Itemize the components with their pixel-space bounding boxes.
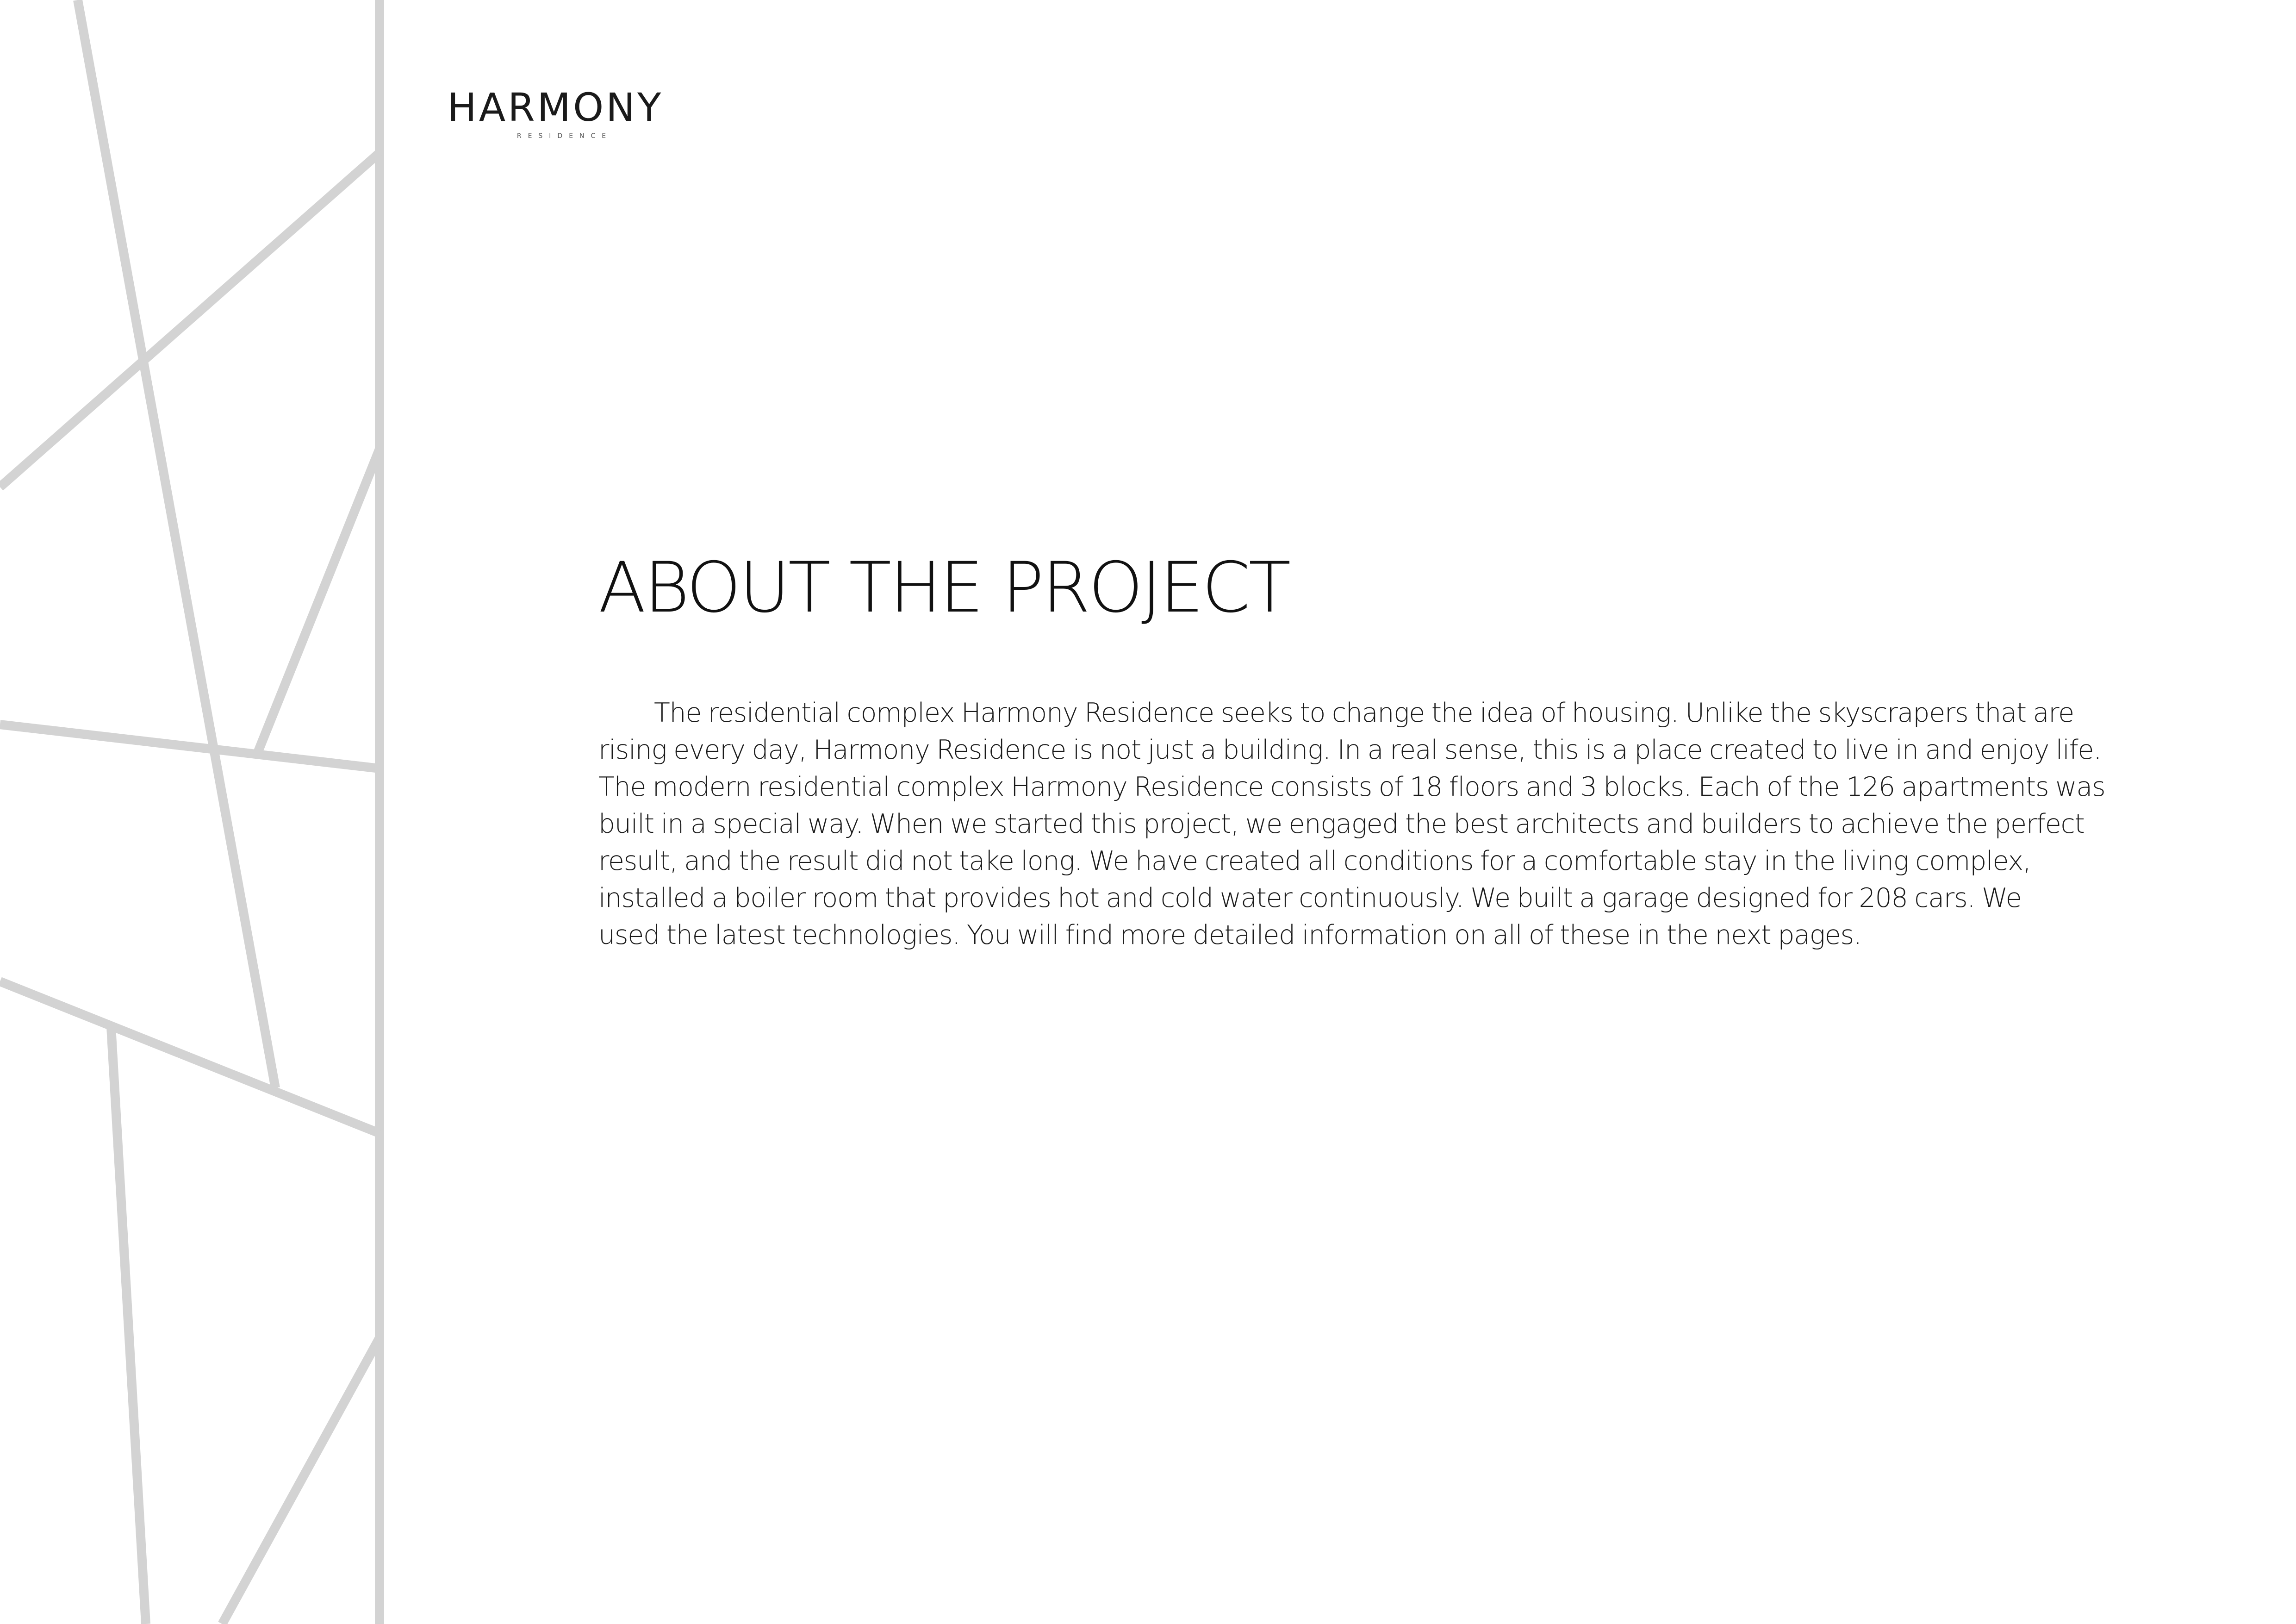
about-paragraph xyxy=(598,694,2105,954)
harmony-logo xyxy=(435,85,676,140)
paragraph-line: The modern residential complex Harmony Residence consists of 18 floors and 3 blocks. Each of the 126 apartments was xyxy=(598,772,2105,802)
decor-line xyxy=(78,0,275,1088)
decor-line xyxy=(0,725,380,768)
paragraph-line: rising every day, Harmony Residence is not just a building. In a real sense, this is a place created to live in and enjoy life. xyxy=(598,735,2102,765)
decor-line xyxy=(0,981,380,1133)
decor-line xyxy=(0,153,380,487)
paragraph-line: installed a boiler room that provides hot and cold water continuously. We built a garage designed for 208 cars. We xyxy=(598,883,2022,913)
paragraph-line: The residential complex Harmony Residence seeks to change the idea of housing. Unlike the skyscrapers that are xyxy=(654,698,2074,728)
decor-line xyxy=(222,1338,380,1624)
page-title: ABOUT THE PROJECT xyxy=(598,548,1289,628)
logo-wordmark: HARMONY xyxy=(447,85,664,130)
paragraph-line: used the latest technologies. You will find more detailed information on all of these in the next pages. xyxy=(598,920,1861,950)
logo-subtitle: RESIDENCE xyxy=(516,132,613,140)
decor-line xyxy=(257,449,380,755)
decor-line xyxy=(111,1027,146,1624)
geometric-line-decoration xyxy=(0,0,389,1624)
paragraph-line: built in a special way. When we started this project, we engaged the best architects and builders to achieve the perfect xyxy=(598,809,2084,839)
paragraph-line: result, and the result did not take long. We have created all conditions for a comfortable stay in the living complex, xyxy=(598,846,2031,876)
